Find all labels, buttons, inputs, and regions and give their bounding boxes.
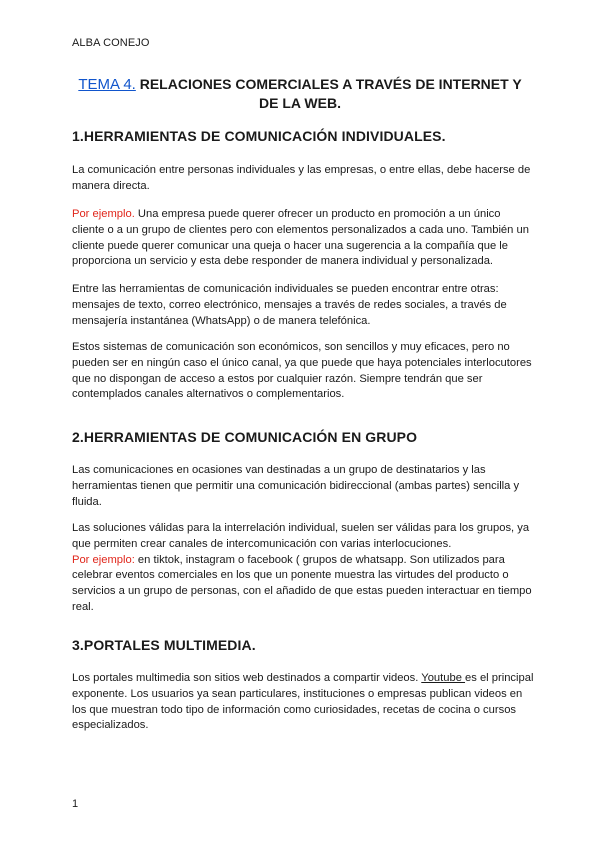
section-1-paragraph-4: Estos sistemas de comunicación son económicos, son sencillos y muy eficaces, pero no pueden ser en ningún caso el único canal, ya que puede que haya potenciales interlocutores que no dispongan de acceso a estos por cualquier razón. Siempre tendrán que ser contemplados canales alternativos o complementarios. xyxy=(72,341,532,401)
section-3-heading: 3.PORTALES MULTIMEDIA. xyxy=(72,637,256,653)
youtube-link[interactable]: Youtube xyxy=(421,672,466,684)
section-2-heading: 2.HERRAMIENTAS DE COMUNICACIÓN EN GRUPO xyxy=(72,429,418,445)
section-3-p1-pre: Los portales multimedia son sitios web destinados a compartir videos. xyxy=(72,672,422,684)
section-2-p2-text: Las soluciones válidas para la interrelación individual, suelen ser válidas para los grupos, ya que permiten crear canales de intercomunicación con varias interlocuciones. xyxy=(72,522,530,550)
header-author: ALBA CONEJO xyxy=(72,37,150,49)
section-1-paragraph-3: Entre las herramientas de comunicación individuales se pueden encontrar entre otras: mensajes de texto, correo electrónico, mensajes a través de redes sociales, a través de mensajería instantánea (WhatsApp) o de manera telefónica. xyxy=(72,283,507,327)
section-2-paragraph-2 xyxy=(72,521,534,616)
section-3-p1-post: es el principal exponente. Los usuarios ya sean particulares, instituciones o empresas publican videos en los que muestran todo tipo de información como curiosidades, recetas de cocina o cursos especializados. xyxy=(72,672,534,732)
document-title xyxy=(60,75,540,112)
example-label: Por ejemplo. xyxy=(72,208,135,220)
example-text-2: en tiktok, instagram o facebook ( grupos de whatsapp. Son utilizados para celebrar eventos comerciales en los que un ponente muestra las virtudes del producto o servicios a un grupo de personas, con el añadido de que estas pueden interactuar en tiempo real. xyxy=(72,553,532,613)
section-3-paragraph-1 xyxy=(72,671,534,734)
example-text: Una empresa puede querer ofrecer un producto en promoción a un único cliente o a un grupo de clientes pero con elementos personalizados a cada uno. También un cliente puede querer comunicar una queja o hacer una sugerencia a la compañía que le proporciona un servicio y esta debe responder de manera individual y personalizada. xyxy=(72,208,529,268)
title-line-1: RELACIONES COMERCIALES A TRAVÉS DE INTERNET Y xyxy=(139,76,522,92)
tema-link[interactable]: TEMA 4. xyxy=(78,76,136,93)
section-1-paragraph-2 xyxy=(72,207,534,270)
example-label-2: Por ejemplo: xyxy=(72,553,135,566)
page-number: 1 xyxy=(72,798,79,810)
title-line-2: DE LA WEB. xyxy=(259,95,341,111)
section-2-paragraph-1: Las comunicaciones en ocasiones van destinadas a un grupo de destinatarios y las herramientas tienen que permitir una comunicación bidireccional (ambas partes) sencilla y fluida. xyxy=(72,464,520,508)
section-1-heading: 1.HERRAMIENTAS DE COMUNICACIÓN INDIVIDUALES. xyxy=(72,128,446,144)
section-1-paragraph-1: La comunicación entre personas individuales y las empresas, o entre ellas, debe hacerse de manera directa. xyxy=(72,164,531,192)
